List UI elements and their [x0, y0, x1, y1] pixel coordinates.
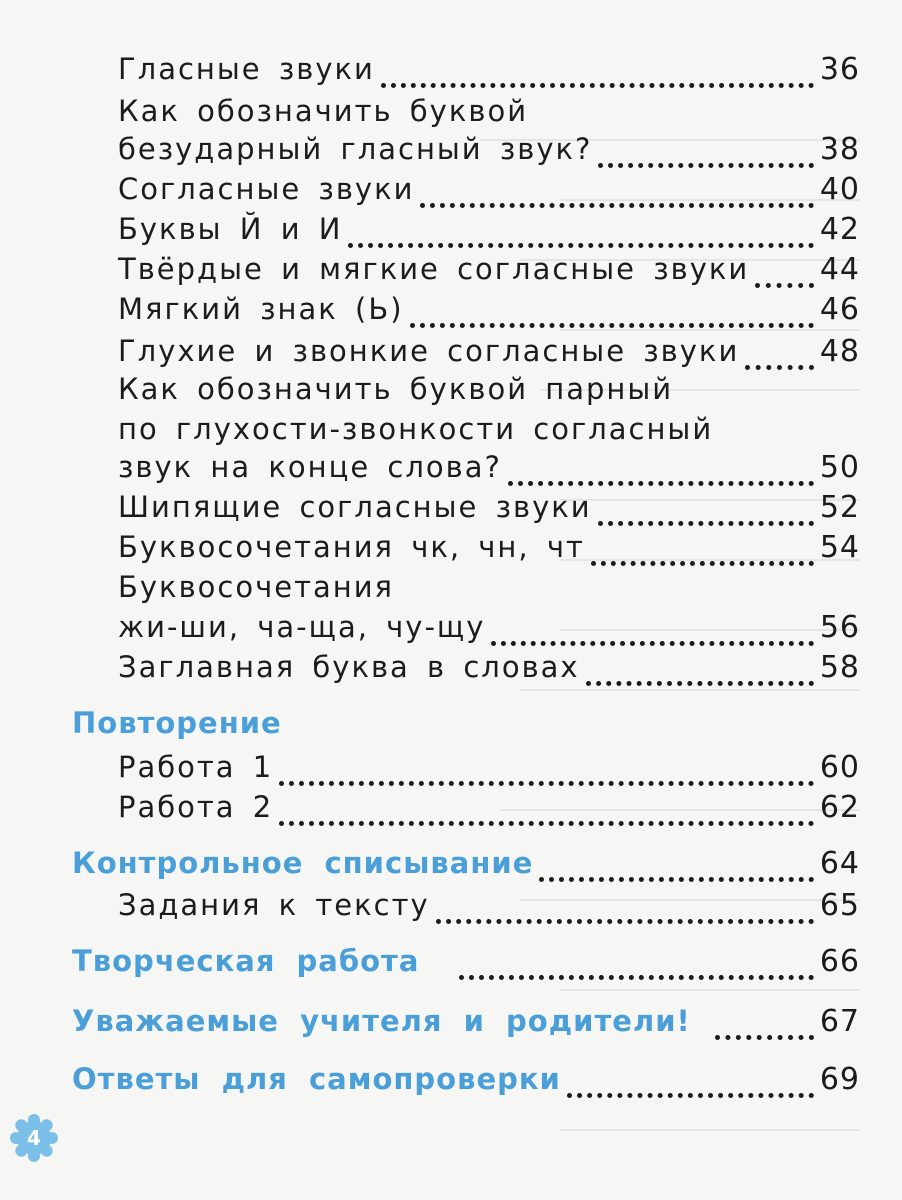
toc-section-page: 69	[819, 1062, 860, 1097]
dot-leader	[348, 224, 813, 254]
section-heading-label: Контрольное списывание	[72, 846, 534, 880]
toc-entry	[118, 372, 860, 414]
toc-entry	[118, 52, 860, 94]
page-number: 4	[27, 1126, 41, 1150]
dot-leader	[410, 304, 814, 334]
toc-entry	[118, 888, 860, 930]
toc-entry-label: Твёрдые и мягкие согласные звуки	[118, 252, 750, 286]
toc-entry-page: 46	[819, 292, 860, 327]
toc-entry-page: 65	[819, 888, 860, 923]
toc-entry	[118, 172, 860, 214]
toc-section-heading	[72, 706, 860, 748]
toc-entry	[118, 450, 860, 492]
toc-entry	[118, 94, 860, 136]
toc-entry	[118, 570, 860, 612]
toc-entry-page: 40	[819, 172, 860, 207]
dot-leader	[715, 1016, 814, 1046]
dot-leader	[279, 762, 814, 792]
dot-leader	[459, 956, 813, 986]
dot-leader	[508, 462, 814, 492]
dot-leader	[598, 502, 814, 532]
section-heading-label: Повторение	[72, 706, 282, 740]
toc-entry	[118, 334, 860, 376]
toc-entry	[118, 790, 860, 832]
toc-entry-label: по глухости-звонкости согласный	[118, 412, 714, 446]
toc-entry-label: Буквы Й и И	[118, 212, 343, 246]
toc-section-heading	[72, 1004, 860, 1046]
toc-entry-label: Заглавная буква в словах	[118, 650, 580, 684]
toc-entry-page: 52	[819, 490, 860, 525]
dot-leader	[598, 144, 813, 174]
toc-entry	[118, 610, 860, 652]
toc-entry-page: 62	[819, 790, 860, 825]
toc-entry-label: звук на конце слова?	[118, 450, 502, 484]
toc-section-page: 67	[819, 1004, 860, 1039]
dot-leader	[539, 858, 813, 888]
toc-entry	[118, 530, 860, 572]
toc-section-heading	[72, 944, 860, 986]
toc-entry-label: Гласные звуки	[118, 52, 375, 86]
toc-entry-page: 48	[819, 334, 860, 369]
toc-entry-label: жи-ши, ча-ща, чу-щу	[118, 610, 486, 644]
toc-entry-label: Задания к тексту	[118, 888, 430, 922]
toc-entry-page: 60	[819, 750, 860, 785]
toc-section-page: 66	[819, 944, 860, 979]
page-number-badge	[10, 1114, 58, 1162]
dot-leader	[567, 1074, 814, 1104]
toc-entry	[118, 750, 860, 792]
toc-entry-page: 36	[819, 52, 860, 87]
toc-entry-label: Как обозначить буквой	[118, 94, 529, 128]
toc-entry	[118, 212, 860, 254]
toc-entry-label: Как обозначить буквой парный	[118, 372, 674, 406]
dot-leader	[420, 184, 813, 214]
toc-entry	[118, 650, 860, 692]
toc-entry-label: Глухие и звонкие согласные звуки	[118, 334, 740, 368]
dot-leader	[381, 64, 814, 94]
toc-entry-page: 44	[819, 252, 860, 287]
toc-section-heading	[72, 846, 860, 888]
toc-entry-label: Работа 1	[118, 750, 274, 784]
toc-entry-label: Шипящие согласные звуки	[118, 490, 592, 524]
dot-leader	[436, 900, 814, 930]
toc-entry-page: 56	[819, 610, 860, 645]
dot-leader	[591, 542, 814, 572]
toc-entry-page: 50	[819, 450, 860, 485]
toc-entry	[118, 490, 860, 532]
toc-entry-label: Мягкий знак (Ь)	[118, 292, 404, 326]
toc-entry-page: 58	[819, 650, 860, 685]
toc-entry-page: 54	[819, 530, 860, 565]
toc-entry-label: Работа 2	[118, 790, 274, 824]
dot-leader	[279, 802, 814, 832]
toc-entry	[118, 412, 860, 454]
dot-leader	[491, 622, 813, 652]
dot-leader	[586, 662, 814, 692]
toc-entry-label: безударный гласный звук?	[118, 132, 593, 166]
toc-entry-page: 38	[819, 132, 860, 167]
section-heading-label: Уважаемые учителя и родители!	[72, 1004, 691, 1038]
section-heading-label: Творческая работа	[72, 944, 420, 978]
dot-leader	[755, 264, 814, 294]
toc-section-page: 64	[819, 846, 860, 881]
section-heading-label: Ответы для самопроверки	[72, 1062, 561, 1096]
toc-section-heading	[72, 1062, 860, 1104]
toc-entry	[118, 292, 860, 334]
toc-entry	[118, 252, 860, 294]
toc-entry-label: Буквосочетания чк, чн, чт	[118, 530, 585, 564]
toc-entry-label: Согласные звуки	[118, 172, 415, 206]
toc-entry-page: 42	[819, 212, 860, 247]
toc-entry-label: Буквосочетания	[118, 570, 394, 604]
toc-entry	[118, 132, 860, 174]
